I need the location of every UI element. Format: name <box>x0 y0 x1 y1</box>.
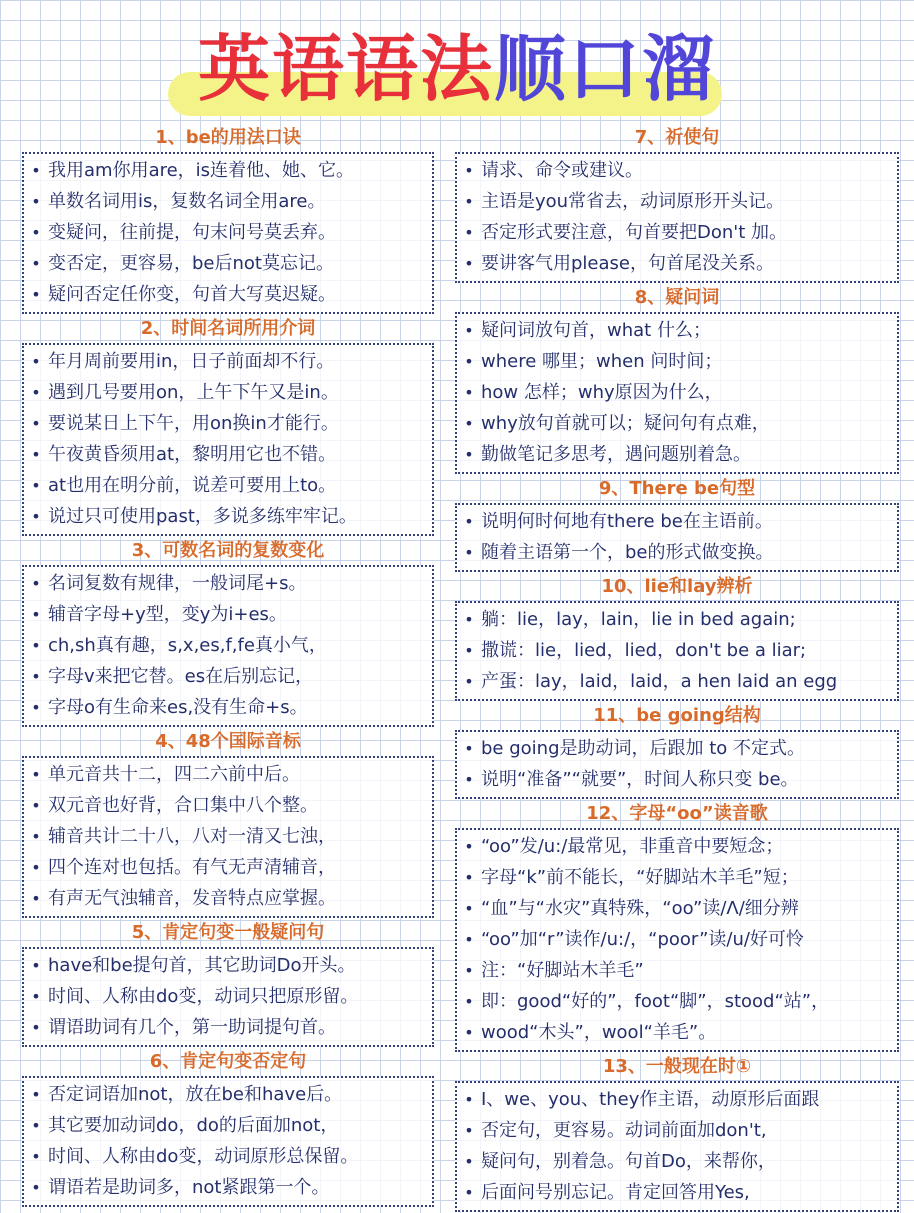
right-column <box>455 124 899 1213</box>
list-item-text: 要讲客气用please，句首尾没关系。 <box>481 253 774 274</box>
bullet-icon: • <box>31 1085 41 1104</box>
list-item <box>24 630 432 661</box>
list-item <box>24 1110 432 1141</box>
bullet-icon: • <box>464 1023 474 1042</box>
list-item-text: 谓语若是助词多，not紧跟第一个。 <box>48 1177 330 1198</box>
bullet-icon: • <box>31 827 41 846</box>
list-item <box>457 831 897 862</box>
list-item <box>24 377 432 408</box>
list-item-text: 我用am你用are，is连着他、她、它。 <box>48 160 355 181</box>
list-item <box>457 1115 897 1146</box>
bullet-icon: • <box>31 352 41 371</box>
bullet-icon: • <box>31 987 41 1006</box>
bullet-icon: • <box>464 1183 474 1202</box>
list-item <box>24 1141 432 1172</box>
list-item <box>24 821 432 852</box>
bullet-icon: • <box>31 445 41 464</box>
bullet-icon: • <box>464 512 474 531</box>
list-item-text: 名词复数有规律，一般词尾+s。 <box>48 573 307 594</box>
bullet-icon: • <box>31 574 41 593</box>
list-item-text: 撒谎：lie，lied，lied，don't be a liar; <box>481 640 807 661</box>
list-item-text: be going是助动词，后跟加 to 不定式。 <box>481 738 806 759</box>
bullet-icon: • <box>31 956 41 975</box>
section-title: 10、lie和lay辨析 <box>601 576 753 597</box>
list-item-text: 请求、命令或建议。 <box>481 160 643 181</box>
list-item-text: 时间、人称由do变，动词只把原形留。 <box>48 986 359 1007</box>
list-item-text: 双元音也好背，合口集中八个整。 <box>48 795 318 816</box>
list-item-text: 否定句，更容易。动词前面加don't, <box>481 1120 767 1141</box>
list-item-text: I、we、you、they作主语，动原形后面跟 <box>481 1089 820 1110</box>
bullet-icon: • <box>464 543 474 562</box>
list-item-text: 注：“好脚站木羊毛” <box>481 960 644 981</box>
list-item <box>24 248 432 279</box>
title-banner <box>0 14 914 114</box>
left-column <box>22 124 434 1208</box>
list-item <box>457 924 897 955</box>
list-item-text: “血”与“水灾”真特殊，“oo”读/Λ/细分辨 <box>481 898 799 919</box>
list-item-text: ch,sh真有趣，s,x,es,f,fe真小气， <box>48 635 327 656</box>
bullet-icon: • <box>464 992 474 1011</box>
list-item-text: 字母v来把它替。es在后别忘记， <box>48 666 314 687</box>
section-box <box>22 343 434 536</box>
list-item-text: 疑问词放句首，what 什么； <box>481 320 711 341</box>
list-item-text: 变否定，更容易，be后not莫忘记。 <box>48 253 334 274</box>
list-item <box>24 883 432 914</box>
bullet-icon: • <box>31 1018 41 1037</box>
bullet-icon: • <box>31 1116 41 1135</box>
list-item-text: 字母o有生命来es,没有生命+s。 <box>48 697 308 718</box>
bullet-icon: • <box>31 765 41 784</box>
section-box <box>22 756 434 918</box>
bullet-icon: • <box>464 672 474 691</box>
bullet-icon: • <box>31 605 41 624</box>
bullet-icon: • <box>31 796 41 815</box>
list-item <box>457 955 897 986</box>
list-item <box>24 217 432 248</box>
bullet-icon: • <box>464 445 474 464</box>
list-item-text: 说过只可使用past，多说多练牢牢记。 <box>48 506 357 527</box>
section-title: 7、祈使句 <box>634 127 720 148</box>
bullet-icon: • <box>31 667 41 686</box>
bullet-icon: • <box>464 770 474 789</box>
bullet-icon: • <box>464 223 474 242</box>
list-item <box>457 506 897 537</box>
bullet-icon: • <box>31 476 41 495</box>
list-item-text: 年月周前要用in，日子前面却不行。 <box>48 351 335 372</box>
section-title: 13、一般现在时① <box>602 1056 752 1077</box>
list-item <box>457 408 897 439</box>
list-item <box>457 439 897 470</box>
bullet-icon: • <box>31 192 41 211</box>
list-item-text: how 怎样；why原因为什么， <box>481 382 723 403</box>
list-item <box>24 346 432 377</box>
list-item-text: 否定形式要注意，句首要把Don't 加。 <box>481 222 788 243</box>
list-item-text: 时间、人称由do变，动词原形总保留。 <box>48 1146 359 1167</box>
list-item <box>24 759 432 790</box>
list-item <box>24 790 432 821</box>
title-blue-part: 顺口溜 <box>494 27 717 111</box>
title-red-part: 英语语法 <box>197 27 494 111</box>
list-item-text: 午夜黄昏须用at，黎明用它也不错。 <box>48 444 337 465</box>
bullet-icon: • <box>464 321 474 340</box>
bullet-icon: • <box>31 698 41 717</box>
list-item-text: 疑问句，别着急。句首Do，来帮你， <box>481 1151 776 1172</box>
section-box <box>455 503 899 572</box>
section-box <box>22 947 434 1047</box>
bullet-icon: • <box>31 285 41 304</box>
list-item <box>24 408 432 439</box>
bullet-icon: • <box>464 899 474 918</box>
section-box <box>22 565 434 727</box>
bullet-icon: • <box>31 858 41 877</box>
bullet-icon: • <box>464 1121 474 1140</box>
bullet-icon: • <box>31 1147 41 1166</box>
bullet-icon: • <box>31 223 41 242</box>
list-item <box>24 186 432 217</box>
list-item <box>24 852 432 883</box>
bullet-icon: • <box>464 254 474 273</box>
list-item-text: where 哪里；when 问时间； <box>481 351 723 372</box>
section-title: 6、肯定句变否定句 <box>149 1051 307 1072</box>
section-title: 12、字母“oo”读音歌 <box>586 803 768 824</box>
bullet-icon: • <box>464 414 474 433</box>
list-item <box>24 599 432 630</box>
list-item <box>24 439 432 470</box>
bullet-icon: • <box>464 383 474 402</box>
list-item <box>457 986 897 1017</box>
list-item-text: 变疑问，往前提，句末问号莫丢弃。 <box>48 222 336 243</box>
list-item-text: 有声无气浊辅音，发音特点应掌握。 <box>48 888 336 909</box>
list-item <box>24 950 432 981</box>
list-item <box>457 666 897 697</box>
list-item <box>457 217 897 248</box>
bullet-icon: • <box>464 930 474 949</box>
section-title: 9、There be句型 <box>598 478 756 499</box>
list-item-text: 说明何时何地有there be在主语前。 <box>481 511 773 532</box>
bullet-icon: • <box>464 1152 474 1171</box>
list-item-text: 其它要加动词do，do的后面加not， <box>48 1115 339 1136</box>
list-item-text: have和be提句首，其它助词Do开头。 <box>48 955 356 976</box>
section-box <box>22 152 434 314</box>
list-item <box>457 1146 897 1177</box>
list-item-text: wood“木头”，wool“羊毛”。 <box>481 1022 717 1043</box>
section-title: 8、疑问词 <box>634 287 720 308</box>
bullet-icon: • <box>31 254 41 273</box>
list-item-text: 随着主语第一个，be的形式做变换。 <box>481 542 774 563</box>
bullet-icon: • <box>31 507 41 526</box>
section-title: 3、可数名词的复数变化 <box>131 540 325 561</box>
list-item <box>457 248 897 279</box>
list-item <box>24 1079 432 1110</box>
list-item-text: 辅音共计二十八，八对一清又七浊， <box>48 826 336 847</box>
bullet-icon: • <box>31 889 41 908</box>
list-item <box>24 501 432 532</box>
list-item <box>457 893 897 924</box>
list-item <box>24 279 432 310</box>
bullet-icon: • <box>464 837 474 856</box>
list-item <box>457 186 897 217</box>
section-box <box>22 1076 434 1207</box>
list-item <box>457 635 897 666</box>
page-title <box>0 24 914 114</box>
list-item-text: why放句首就可以；疑问句有点难， <box>481 413 770 434</box>
bullet-icon: • <box>464 1090 474 1109</box>
list-item-text: 四个连对也包括。有气无声清辅音， <box>48 857 336 878</box>
list-item-text: 否定词语加not，放在be和have后。 <box>48 1084 343 1105</box>
list-item-text: 勤做笔记多思考，遇问题别着急。 <box>481 444 751 465</box>
list-item <box>24 1172 432 1203</box>
bullet-icon: • <box>464 352 474 371</box>
section-title: 11、be going结构 <box>593 705 761 726</box>
list-item <box>457 862 897 893</box>
bullet-icon: • <box>464 868 474 887</box>
list-item-text: 即：good“好的”，foot“脚”，stood“站”， <box>481 991 830 1012</box>
list-item <box>457 764 897 795</box>
list-item-text: 后面问号别忘记。肯定回答用Yes, <box>481 1182 750 1203</box>
list-item <box>457 604 897 635</box>
list-item-text: 单元音共十二，四二六前中后。 <box>48 764 300 785</box>
list-item-text: 要说某日上下午，用on换in才能行。 <box>48 413 339 434</box>
list-item <box>24 661 432 692</box>
bullet-icon: • <box>464 610 474 629</box>
list-item <box>457 155 897 186</box>
section-title: 5、肯定句变一般疑问句 <box>131 922 325 943</box>
list-item <box>457 1017 897 1048</box>
list-item <box>457 346 897 377</box>
list-item-text: 字母“k”前不能长，“好脚站木羊毛”短； <box>481 867 799 888</box>
section-box <box>455 1081 899 1212</box>
bullet-icon: • <box>31 161 41 180</box>
bullet-icon: • <box>464 641 474 660</box>
bullet-icon: • <box>31 636 41 655</box>
list-item-text: “oo”加“r”读作/u:/，“poor”读/u/好可怜 <box>481 929 804 950</box>
list-item-text: “oo”发/u:/最常见，非重音中要短念； <box>481 836 784 857</box>
list-item <box>24 470 432 501</box>
list-item <box>457 1084 897 1115</box>
list-item-text: 单数名词用is，复数名词全用are。 <box>48 191 326 212</box>
section-box <box>455 828 899 1052</box>
list-item-text: 产蛋：lay，laid，laid，a hen laid an egg <box>481 671 838 692</box>
bullet-icon: • <box>464 192 474 211</box>
list-item <box>24 568 432 599</box>
bullet-icon: • <box>31 383 41 402</box>
list-item <box>24 981 432 1012</box>
bullet-icon: • <box>464 161 474 180</box>
list-item <box>457 1177 897 1208</box>
bullet-icon: • <box>464 739 474 758</box>
list-item-text: 辅音字母+y型，变y为i+es。 <box>48 604 287 625</box>
list-item-text: 主语是you常省去，动词原形开头记。 <box>481 191 785 212</box>
section-box <box>455 730 899 799</box>
list-item-text: 说明“准备”“就要”，时间人称只变 be。 <box>481 769 799 790</box>
list-item-text: 谓语助词有几个，第一助词提句首。 <box>48 1017 336 1038</box>
section-title: 1、be的用法口诀 <box>155 127 301 148</box>
section-box <box>455 601 899 701</box>
section-title: 4、48个国际音标 <box>155 731 301 752</box>
bullet-icon: • <box>31 1178 41 1197</box>
list-item-text: 疑问否定任你变，句首大写莫迟疑。 <box>48 284 336 305</box>
section-title: 2、时间名词所用介词 <box>140 318 316 339</box>
list-item <box>457 315 897 346</box>
section-box <box>455 312 899 474</box>
list-item <box>24 155 432 186</box>
bullet-icon: • <box>464 961 474 980</box>
list-item <box>457 377 897 408</box>
list-item-text: 躺：lie，lay，lain，lie in bed again; <box>481 609 796 630</box>
list-item <box>457 537 897 568</box>
bullet-icon: • <box>31 414 41 433</box>
list-item-text: at也用在明分前，说差可要用上to。 <box>48 475 337 496</box>
list-item <box>24 1012 432 1043</box>
list-item-text: 遇到几号要用on，上午下午又是in。 <box>48 382 339 403</box>
list-item <box>457 733 897 764</box>
section-box <box>455 152 899 283</box>
list-item <box>24 692 432 723</box>
